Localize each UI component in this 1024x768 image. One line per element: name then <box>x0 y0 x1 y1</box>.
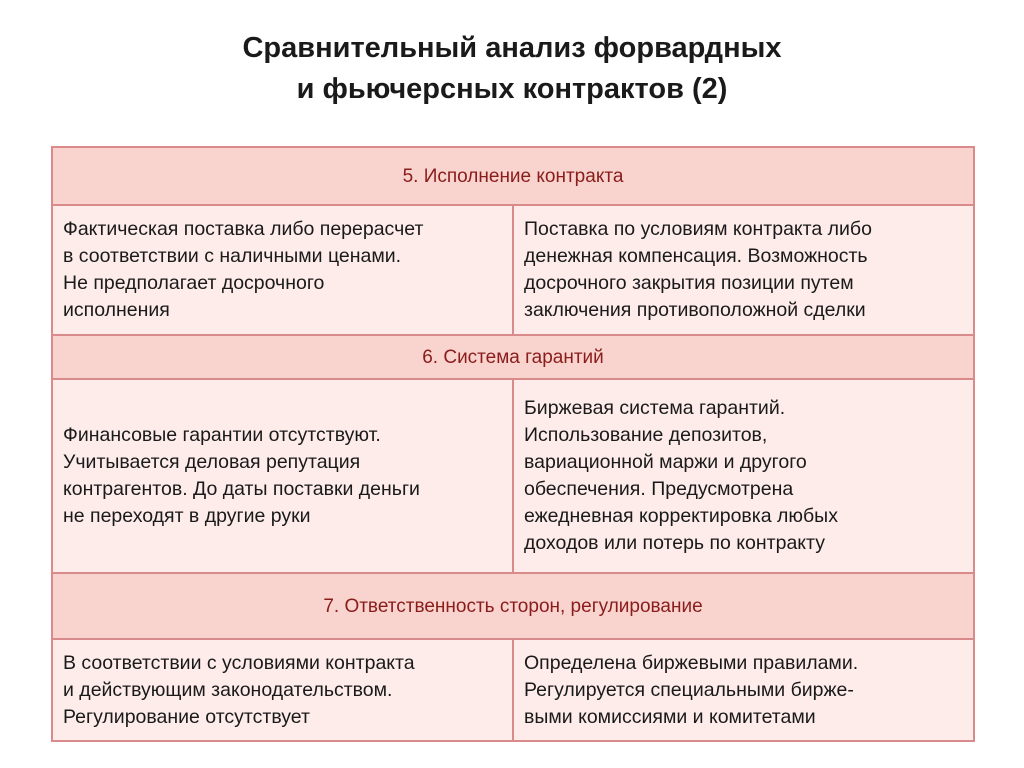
section-heading: 6. Система гарантий <box>52 335 974 379</box>
forward-text: В соответствии с условиями контракта и действующим законодательством. Регулирование отсутствует <box>63 651 415 728</box>
futures-cell <box>513 639 974 741</box>
forward-cell <box>52 379 513 573</box>
forward-text: Финансовые гарантии отсутствуют. Учитывается деловая репутация контрагентов. До даты поставки деньги не переходят в другие руки <box>63 424 420 527</box>
section-header-row <box>52 335 974 379</box>
futures-text: Определена биржевыми правилами. Регулируется специальными бирже- выми комиссиями и комитетами <box>524 651 859 728</box>
section-heading: 5. Исполнение контракта <box>52 147 974 205</box>
forward-cell <box>52 205 513 335</box>
futures-text: Поставка по условиям контракта либо денежная компенсация. Возможность досрочного закрытия позиции путем заключения противоположной сделки <box>524 218 872 321</box>
forward-text: Фактическая поставка либо перерасчет в соответствии с наличными ценами. Не предполагает досрочного исполнения <box>63 218 424 321</box>
title-line-1: Сравнительный анализ форвардных <box>242 32 782 64</box>
section-heading: 7. Ответственность сторон, регулирование <box>52 573 974 639</box>
section-content-row <box>52 205 974 335</box>
forward-cell <box>52 639 513 741</box>
futures-text: Биржевая система гарантий. Использование депозитов, вариационной маржи и другого обеспечения. Предусмотрена ежедневная корректировка любых доходов или потерь по контракту <box>524 397 838 554</box>
section-header-row <box>52 147 974 205</box>
section-content-row <box>52 639 974 741</box>
futures-cell <box>513 379 974 573</box>
section-content-row <box>52 379 974 573</box>
comparison-table <box>51 146 975 742</box>
futures-cell <box>513 205 974 335</box>
title-line-2: и фьючерсных контрактов (2) <box>296 73 728 105</box>
slide-title <box>0 28 1024 110</box>
section-header-row <box>52 573 974 639</box>
